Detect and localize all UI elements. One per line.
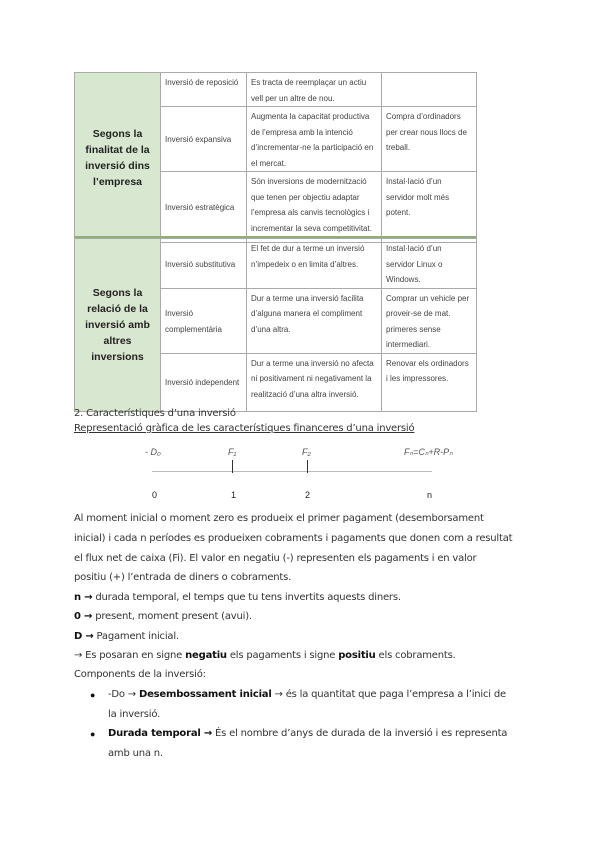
example-cell: Comprar un vehicle per proveir-se de mat. primeres sense intermediari. (382, 288, 477, 353)
definition-0 (74, 607, 252, 627)
definition-text: present, moment present (avui). (92, 611, 252, 622)
description-cell: Augmenta la capacitat productiva de l’empresa amb la intenció d’incrementar-ne la participació en el mercat. (247, 107, 382, 172)
timeline-tick: 1 (231, 490, 237, 500)
paragraph-line: inicial) i cada n períodes es produeixen cobraments i pagaments que donen com a resultat (74, 533, 513, 544)
table-row (75, 73, 477, 107)
timeline-tick: 0 (152, 490, 158, 500)
example-cell: Renovar els ordinadors i les impressores. (382, 353, 477, 411)
bullet-item (108, 685, 506, 705)
bullet-dot-icon: ● (90, 690, 96, 700)
paragraph-line: el flux net de caixa (Fi). El valor en negatiu (-) representen els pagaments i en valor (74, 553, 477, 564)
paragraph-line: Al moment inicial o moment zero es produeix el primer pagament (desemborsament (74, 513, 484, 524)
definition-n (74, 588, 401, 608)
description-cell: Es tracta de reemplaçar un actiu vell per un altre de nou. (247, 73, 382, 107)
bullet-text: És el nombre d’anys de durada de la inversió i es representa (212, 728, 508, 739)
positive-term: positiu (338, 650, 376, 661)
investment-purpose-table (74, 72, 477, 243)
timeline-tick: 2 (305, 490, 311, 500)
section-title: 2. Característiques d’una inversió (74, 408, 236, 419)
type-cell: Inversió complementària (161, 288, 247, 353)
timeline-tick: n (427, 490, 433, 500)
sign-note-text: els cobraments. (375, 650, 456, 661)
description-cell: Dur a terme una inversió facilita d’alguna manera el compliment d’una altra. (247, 288, 382, 353)
timeline-marker (232, 460, 233, 473)
bullet-term: Desembossament inicial (138, 689, 272, 700)
description-cell: Són inversions de modernització que tenen per objectiu adaptar l’empresa als canvis tecnològics i incrementar la seva competitivitat. (247, 172, 382, 243)
category-cell: Segons la relació de la inversió amb altres inversions (75, 239, 161, 412)
type-cell: Inversió estratègica (161, 172, 247, 243)
definition-text: durada temporal, el temps que tu tens invertits aquests diners. (92, 592, 401, 603)
definition-term: D → (74, 631, 94, 642)
investment-relation-table (74, 238, 477, 412)
timeline-label: F₂ (302, 447, 311, 457)
bullet-dot-icon: ● (90, 729, 96, 739)
bullet-term: Durada temporal → (108, 728, 213, 739)
table-row (75, 239, 477, 289)
timeline-marker (307, 460, 308, 473)
subtitle: Representació gràfica de les característiques financeres d’una inversió (74, 423, 415, 434)
type-cell: Inversió substitutiva (161, 239, 247, 289)
category-cell: Segons la finalitat de la inversió dins l’empresa (75, 73, 161, 243)
sign-note-text: → Es posaran en signe (74, 650, 186, 661)
bullet-prefix: -Do → (108, 689, 139, 700)
negative-term: negatiu (185, 650, 227, 661)
bullet-continuation: amb una n. (108, 748, 163, 759)
example-cell (382, 73, 477, 107)
definition-d (74, 627, 179, 647)
example-cell: Instal·lació d’un servidor Linux o Windows. (382, 239, 477, 289)
definition-term: n → (74, 592, 93, 603)
sign-note-text: els pagaments i signe (226, 650, 339, 661)
example-cell: Compra d’ordinadors per crear nous llocs de treball. (382, 107, 477, 172)
type-cell: Inversió independent (161, 353, 247, 411)
timeline-axis (152, 471, 432, 472)
description-cell: Dur a terme una inversió no afecta ni positivament ni negativament la realització d’una altra inversió. (247, 353, 382, 411)
timeline-label: Fₙ=Cₙ+R-Pₙ (404, 447, 453, 457)
example-cell: Instal·lació d’un servidor molt més potent. (382, 172, 477, 243)
definition-text: Pagament inicial. (93, 631, 179, 642)
bullet-item (108, 724, 507, 744)
bullet-continuation: la inversió. (108, 709, 161, 720)
timeline-label: - D₀ (145, 447, 161, 457)
components-label: Components de la inversió: (74, 669, 206, 680)
paragraph-line: positiu (+) l’entrada de diners o cobraments. (74, 572, 292, 583)
description-cell: El fet de dur a terme un inversió n’impedeix o en limita d’altres. (247, 239, 382, 289)
definition-term: 0 → (74, 611, 93, 622)
timeline-label: F₁ (228, 447, 237, 457)
sign-note (74, 646, 456, 666)
bullet-text: → és la quantitat que paga l’empresa a l’inici de (271, 689, 506, 700)
type-cell: Inversió expansiva (161, 107, 247, 172)
type-cell: Inversió de reposició (161, 73, 247, 107)
